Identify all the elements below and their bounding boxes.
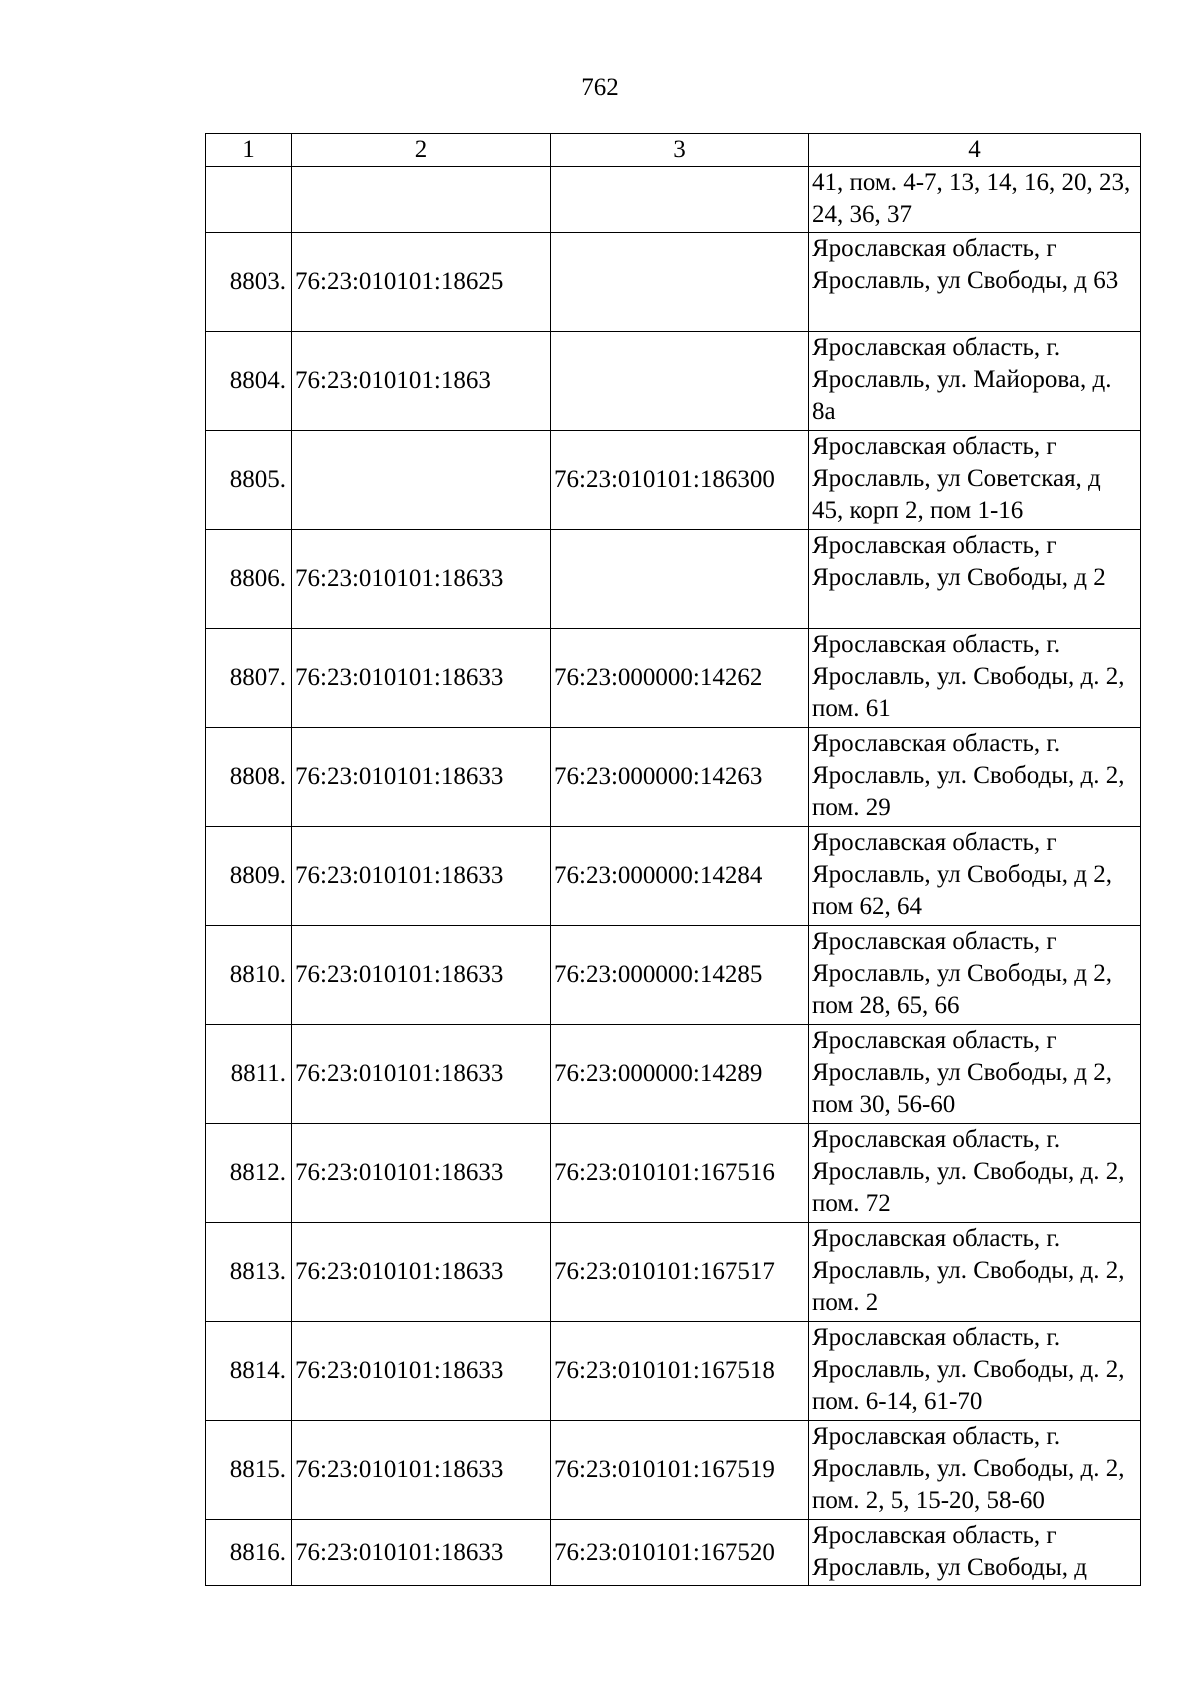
table-row bbox=[206, 1025, 1141, 1124]
table-row bbox=[206, 332, 1141, 431]
column-header-1: 1 bbox=[206, 134, 292, 167]
table-row bbox=[206, 167, 1141, 233]
address-cell: Ярославская область, г Ярославль, ул Свободы, д 63 bbox=[809, 233, 1141, 332]
row-number-cell: 8806. bbox=[206, 530, 292, 629]
object-number-cell bbox=[551, 233, 809, 332]
cadastral-number-cell: 76:23:010101:1863 bbox=[292, 332, 551, 431]
address-cell: Ярославская область, г Ярославль, ул Свободы, д 2, пом 28, 65, 66 bbox=[809, 926, 1141, 1025]
cadastral-number-cell: 76:23:010101:18633 bbox=[292, 1421, 551, 1520]
object-number-cell: 76:23:000000:14284 bbox=[551, 827, 809, 926]
object-number-cell bbox=[551, 167, 809, 233]
table-row bbox=[206, 1520, 1141, 1586]
address-cell: Ярославская область, г Ярославль, ул Свободы, д 2, пом 62, 64 bbox=[809, 827, 1141, 926]
address-cell: 41, пом. 4-7, 13, 14, 16, 20, 23, 24, 36, 37 bbox=[809, 167, 1141, 233]
row-number-cell: 8805. bbox=[206, 431, 292, 530]
table-row bbox=[206, 1223, 1141, 1322]
address-cell: Ярославская область, г Ярославль, ул Свободы, д 2, пом 30, 56-60 bbox=[809, 1025, 1141, 1124]
object-number-cell: 76:23:010101:167518 bbox=[551, 1322, 809, 1421]
column-header-4: 4 bbox=[809, 134, 1141, 167]
row-number-cell: 8813. bbox=[206, 1223, 292, 1322]
row-number-cell: 8812. bbox=[206, 1124, 292, 1223]
table-row bbox=[206, 530, 1141, 629]
cadastral-number-cell: 76:23:010101:18633 bbox=[292, 629, 551, 728]
row-number-cell: 8815. bbox=[206, 1421, 292, 1520]
object-number-cell: 76:23:010101:186300 bbox=[551, 431, 809, 530]
table-row bbox=[206, 1322, 1141, 1421]
table-body bbox=[206, 167, 1141, 1586]
row-number-cell: 8808. bbox=[206, 728, 292, 827]
address-cell: Ярославская область, г Ярославль, ул Свободы, д 2 bbox=[809, 530, 1141, 629]
table-row bbox=[206, 1124, 1141, 1223]
row-number-cell bbox=[206, 167, 292, 233]
address-cell: Ярославская область, г. Ярославль, ул. Свободы, д. 2, пом. 29 bbox=[809, 728, 1141, 827]
table-row bbox=[206, 926, 1141, 1025]
table-row bbox=[206, 827, 1141, 926]
row-number-cell: 8807. bbox=[206, 629, 292, 728]
address-cell: Ярославская область, г. Ярославль, ул. Свободы, д. 2, пом. 72 bbox=[809, 1124, 1141, 1223]
object-number-cell: 76:23:000000:14289 bbox=[551, 1025, 809, 1124]
address-cell: Ярославская область, г Ярославль, ул Советская, д 45, корп 2, пом 1-16 bbox=[809, 431, 1141, 530]
page-number: 762 bbox=[581, 74, 619, 101]
address-cell: Ярославская область, г. Ярославль, ул. Свободы, д. 2, пом. 2 bbox=[809, 1223, 1141, 1322]
object-number-cell: 76:23:010101:167520 bbox=[551, 1520, 809, 1586]
object-number-cell: 76:23:010101:167519 bbox=[551, 1421, 809, 1520]
row-number-cell: 8814. bbox=[206, 1322, 292, 1421]
cadastral-number-cell: 76:23:010101:18633 bbox=[292, 1520, 551, 1586]
row-number-cell: 8804. bbox=[206, 332, 292, 431]
row-number-cell: 8811. bbox=[206, 1025, 292, 1124]
address-cell: Ярославская область, г. Ярославль, ул. Майорова, д. 8а bbox=[809, 332, 1141, 431]
cadastral-number-cell: 76:23:010101:18633 bbox=[292, 530, 551, 629]
cadastral-number-cell: 76:23:010101:18625 bbox=[292, 233, 551, 332]
object-number-cell bbox=[551, 332, 809, 431]
header-row bbox=[206, 134, 1141, 167]
table-row bbox=[206, 728, 1141, 827]
cadastral-number-cell bbox=[292, 431, 551, 530]
cadastral-number-cell: 76:23:010101:18633 bbox=[292, 1322, 551, 1421]
cadastral-number-cell: 76:23:010101:18633 bbox=[292, 827, 551, 926]
cadastral-number-cell: 76:23:010101:18633 bbox=[292, 1223, 551, 1322]
object-number-cell: 76:23:000000:14263 bbox=[551, 728, 809, 827]
cadastral-number-cell bbox=[292, 167, 551, 233]
address-cell: Ярославская область, г. Ярославль, ул. Свободы, д. 2, пом. 6-14, 61-70 bbox=[809, 1322, 1141, 1421]
address-cell: Ярославская область, г. Ярославль, ул. Свободы, д. 2, пом. 61 bbox=[809, 629, 1141, 728]
row-number-cell: 8810. bbox=[206, 926, 292, 1025]
table-row bbox=[206, 431, 1141, 530]
table-row bbox=[206, 1421, 1141, 1520]
object-number-cell: 76:23:010101:167517 bbox=[551, 1223, 809, 1322]
address-cell: Ярославская область, г. Ярославль, ул. Свободы, д. 2, пом. 2, 5, 15-20, 58-60 bbox=[809, 1421, 1141, 1520]
column-header-3: 3 bbox=[551, 134, 809, 167]
cadastral-number-cell: 76:23:010101:18633 bbox=[292, 926, 551, 1025]
cadastral-number-cell: 76:23:010101:18633 bbox=[292, 1124, 551, 1223]
cadastral-number-cell: 76:23:010101:18633 bbox=[292, 1025, 551, 1124]
address-cell: Ярославская область, г Ярославль, ул Свободы, д bbox=[809, 1520, 1141, 1586]
object-number-cell bbox=[551, 530, 809, 629]
register-table bbox=[205, 133, 1141, 1586]
object-number-cell: 76:23:010101:167516 bbox=[551, 1124, 809, 1223]
row-number-cell: 8816. bbox=[206, 1520, 292, 1586]
object-number-cell: 76:23:000000:14262 bbox=[551, 629, 809, 728]
row-number-cell: 8803. bbox=[206, 233, 292, 332]
table-row bbox=[206, 629, 1141, 728]
table-row bbox=[206, 233, 1141, 332]
table-header bbox=[206, 134, 1141, 167]
row-number-cell: 8809. bbox=[206, 827, 292, 926]
column-header-2: 2 bbox=[292, 134, 551, 167]
cadastral-number-cell: 76:23:010101:18633 bbox=[292, 728, 551, 827]
object-number-cell: 76:23:000000:14285 bbox=[551, 926, 809, 1025]
